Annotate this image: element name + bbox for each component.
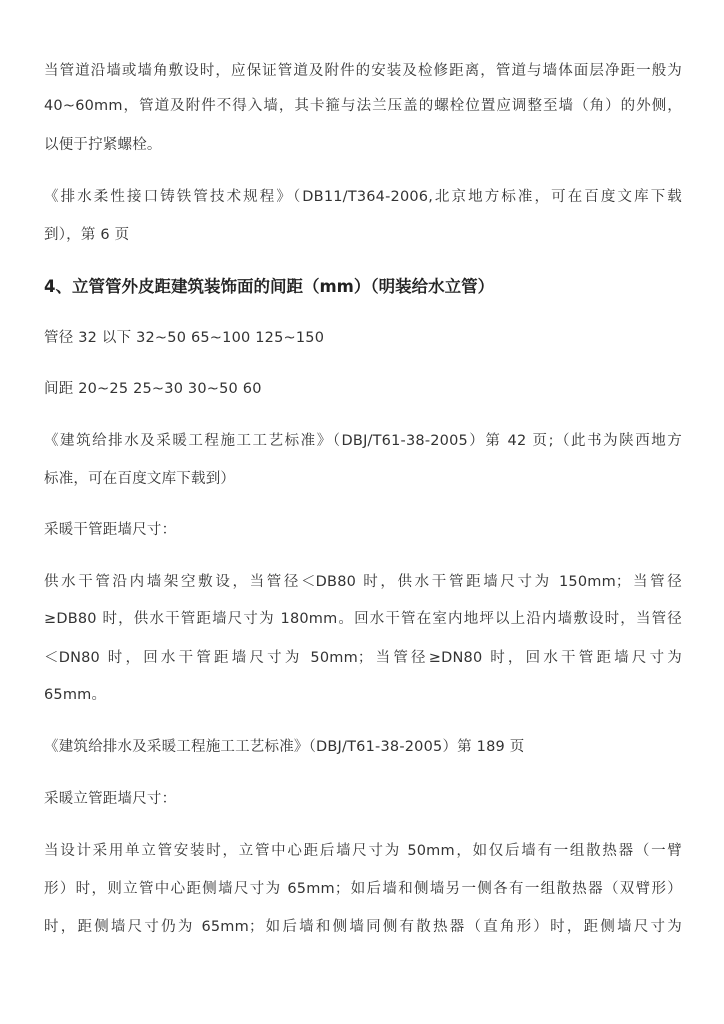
reference-line: 标准，可在百度文库下载到） <box>44 471 236 487</box>
paragraph-line: 当管道沿墙或墙角敷设时，应保证管道及附件的安装及检修距离，管道与墙体面层净距一般为 <box>44 63 682 79</box>
spacing-table-row: 间距 20~25 25~30 30~50 60 <box>44 381 262 397</box>
paragraph-line: ＜DN80 时，回水干管距墙尺寸为 50mm；当管径≥DN80 时，回水干管距墙尺寸为 <box>44 650 682 666</box>
reference-line: 到），第 6 页 <box>44 227 130 243</box>
paragraph-line: 当设计采用单立管安装时，立管中心距后墙尺寸为 50mm，如仅后墙有一组散热器（一臂 <box>44 843 682 859</box>
paragraph-line: 供水干管沿内墙架空敷设，当管径＜DB80 时，供水干管距墙尺寸为 150mm；当管径 <box>44 574 682 590</box>
paragraph-line: 65mm。 <box>44 687 107 703</box>
section-heading: 4、立管管外皮距建筑装饰面的间距（mm）（明装给水立管） <box>44 277 495 296</box>
paragraph-line: 时，距侧墙尺寸仍为 65mm；如后墙和侧墙同侧有散热器（直角形）时，距侧墙尺寸为 <box>44 919 682 935</box>
reference-line: 《建筑给排水及采暖工程施工工艺标准》（DBJ/T61-38-2005）第 42 页;（此书为陕西地方 <box>44 433 682 449</box>
subsection-title: 采暖立管距墙尺寸： <box>44 791 177 807</box>
reference-line: 《排水柔性接口铸铁管技术规程》（DB11/T364-2006,北京地方标准，可在百度文库下载 <box>44 189 682 205</box>
reference-line: 《建筑给排水及采暖工程施工工艺标准》（DBJ/T61-38-2005）第 189 页 <box>44 739 525 755</box>
spacing-table-row: 管径 32 以下 32~50 65~100 125~150 <box>44 330 325 346</box>
paragraph-line: 形）时，则立管中心距侧墙尺寸为 65mm；如后墙和侧墙另一侧各有一组散热器（双臂形） <box>44 881 682 897</box>
paragraph-line: 以便于拧紧螺栓。 <box>44 137 162 153</box>
paragraph-line: ≥DB80 时，供水干管距墙尺寸为 180mm。回水干管在室内地坪以上沿内墙敷设时，当管径 <box>44 611 682 627</box>
paragraph-line: 40~60mm，管道及附件不得入墙，其卡箍与法兰压盖的螺栓位置应调整至墙（角）的外侧， <box>44 98 682 114</box>
subsection-title: 采暖干管距墙尺寸： <box>44 522 177 538</box>
